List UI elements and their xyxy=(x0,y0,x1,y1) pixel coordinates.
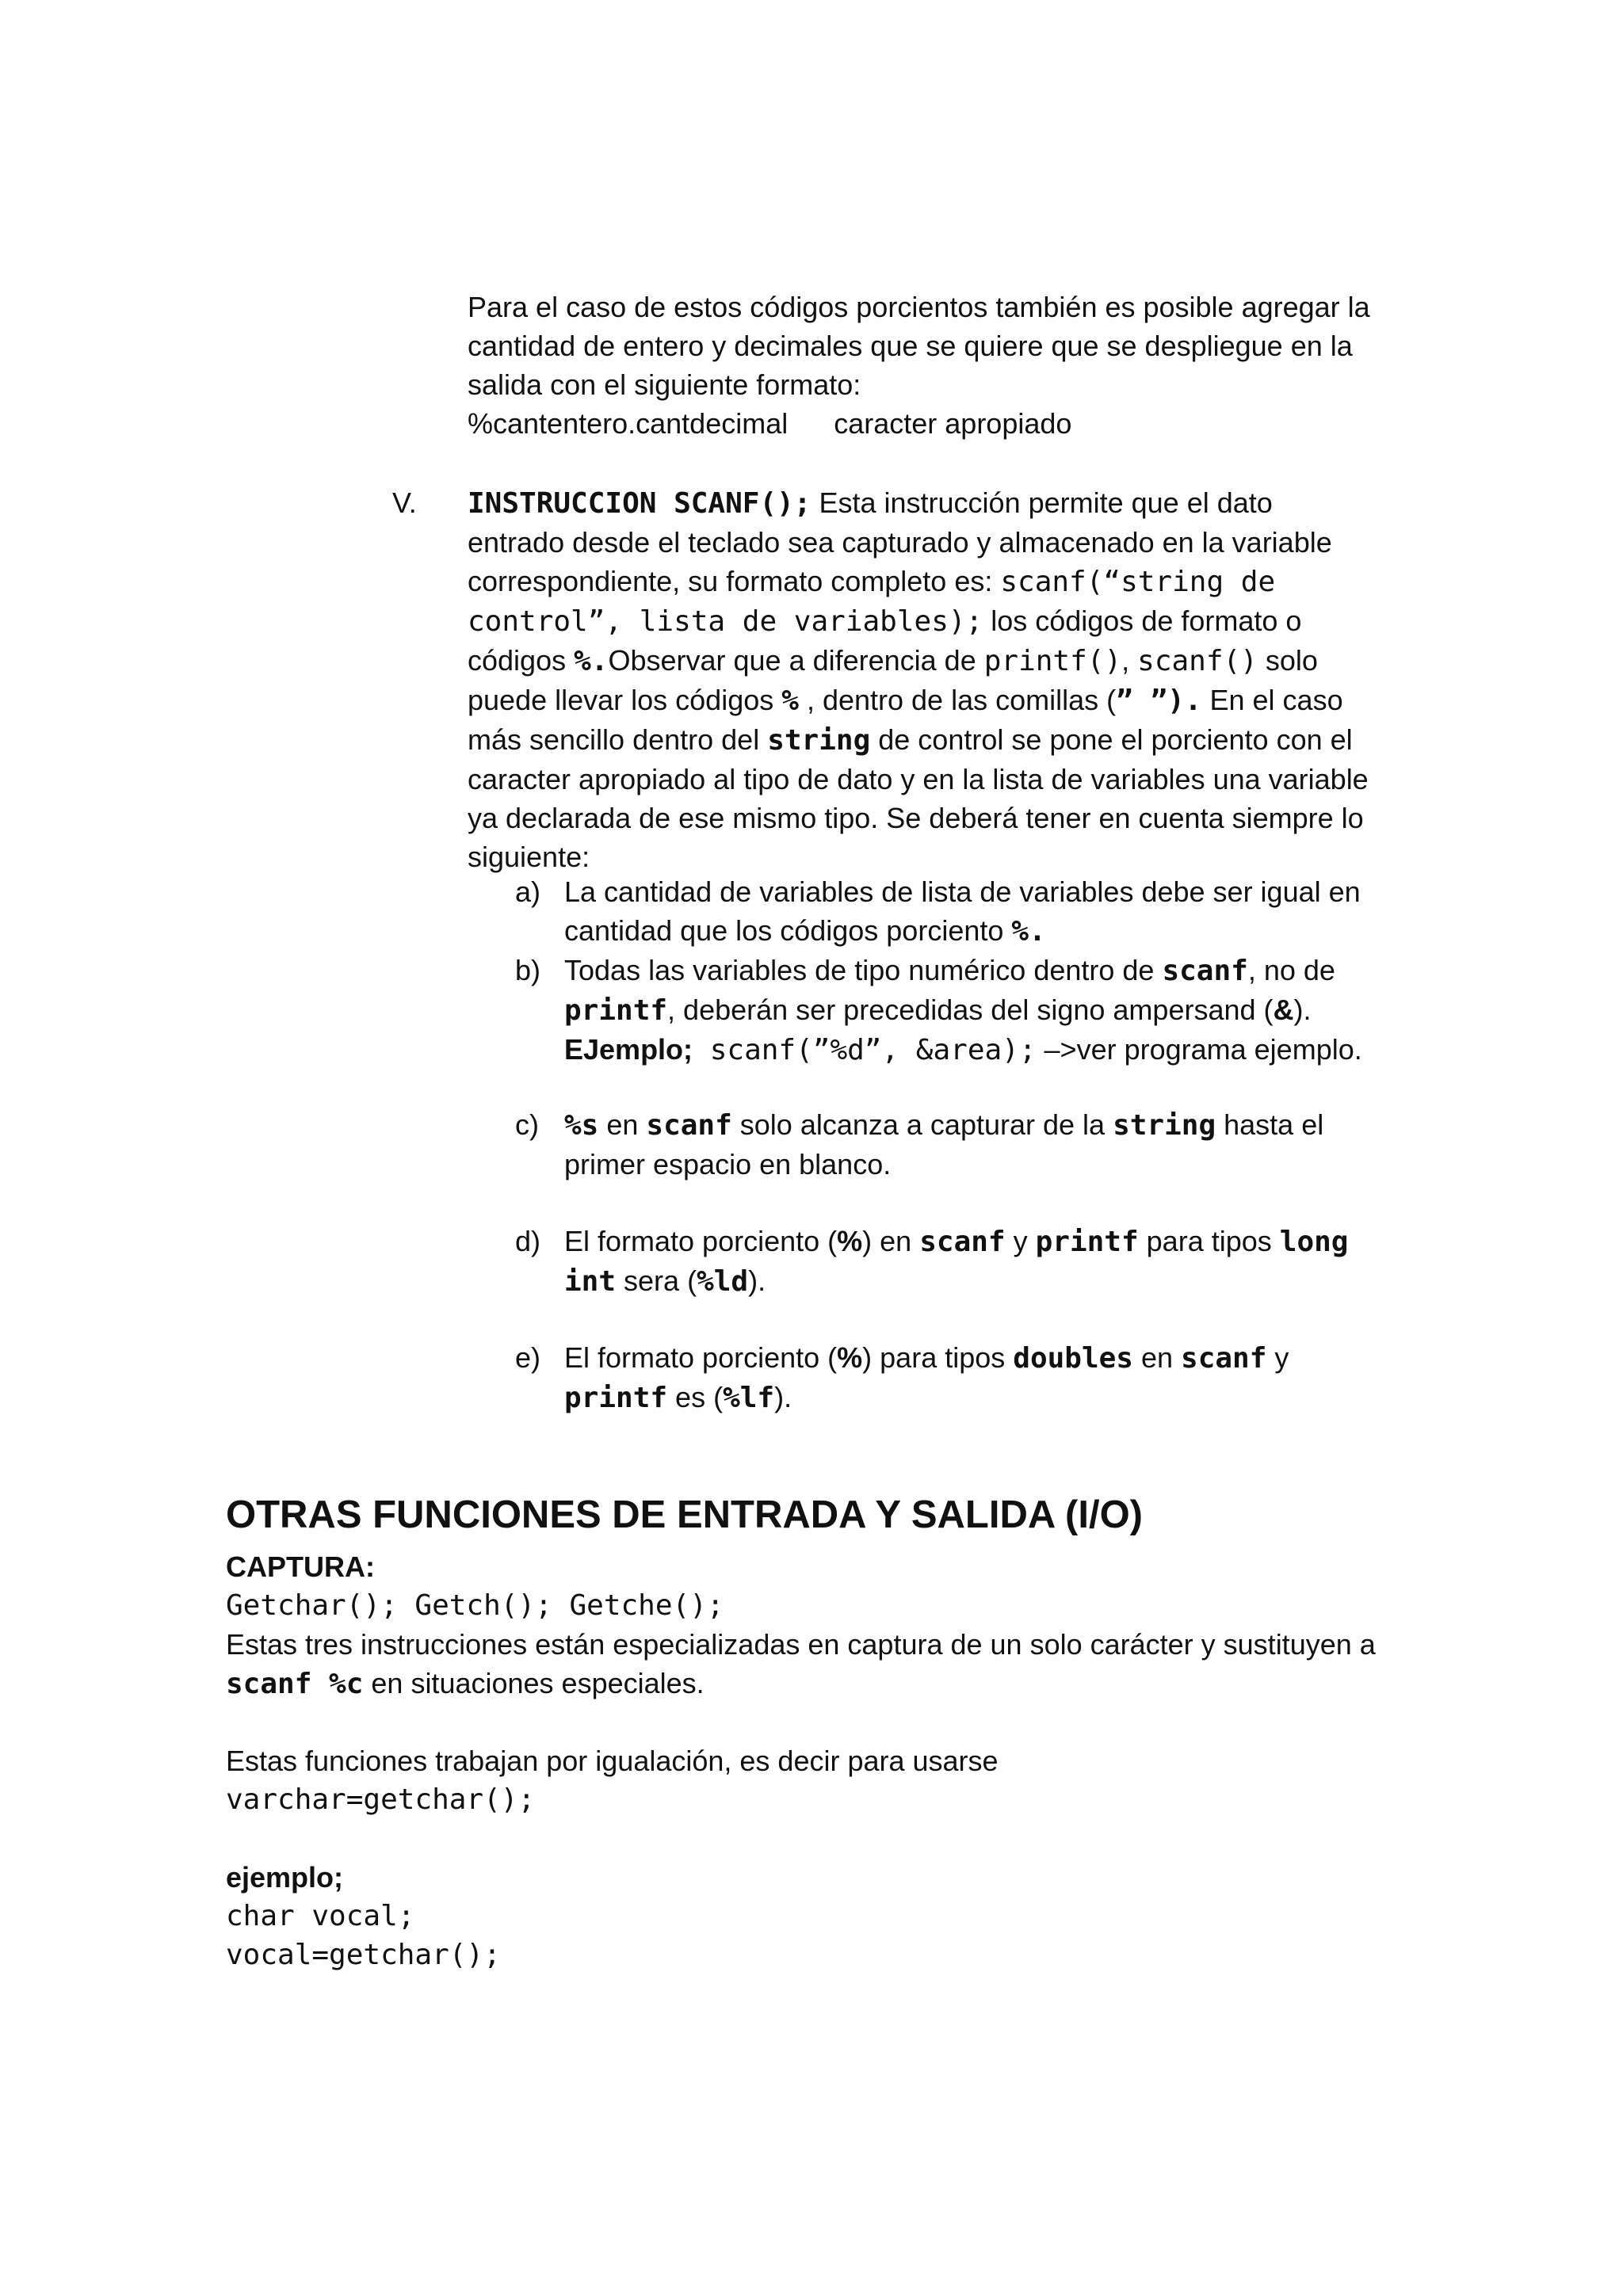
list-item-c: %s en scanf solo alcanza a capturar de la string hasta el primer espacio en blanco. xyxy=(564,1108,1324,1180)
list-item-b-marker: b) xyxy=(515,954,541,986)
captura-code: Getchar(); Getch(); Getche(); xyxy=(226,1589,724,1622)
igualacion-code: varchar=getchar(); xyxy=(226,1783,536,1816)
igualacion-text: Estas funciones trabajan por igualación, es decir para usarse xyxy=(226,1745,999,1777)
format-code: %cantentero.cantdecimal xyxy=(468,407,789,440)
section-v-line-9: ya declarada de ese mismo tipo. Se deberá tener en cuenta siempre lo xyxy=(468,802,1364,834)
section-heading: OTRAS FUNCIONES DE ENTRADA Y SALIDA (I/O) xyxy=(226,1493,1144,1536)
list-item-e-marker: e) xyxy=(515,1341,541,1374)
section-v-line-6: puede llevar los códigos % , dentro de las comillas (” ”). En el caso xyxy=(468,684,1343,717)
captura-desc-line-2: scanf %c en situaciones especiales. xyxy=(226,1667,705,1700)
section-v-line-3: correspondiente, su formato completo es: scanf(“string de xyxy=(468,565,1276,598)
list-item-a: La cantidad de variables de lista de variables debe ser igual en cantidad que los códigos porciento %. xyxy=(564,875,1361,948)
list-item-a-marker: a) xyxy=(515,875,541,908)
section-v-line-8: caracter apropiado al tipo de dato y en la lista de variables una variable xyxy=(468,763,1369,795)
captura-label: CAPTURA: xyxy=(226,1550,375,1583)
list-item-d-marker: d) xyxy=(515,1225,541,1257)
intro-line-2: cantidad de entero y decimales que se quiere que se despliegue en la xyxy=(468,330,1353,362)
intro-paragraph xyxy=(468,288,1370,443)
captura-desc-line-1: Estas tres instrucciones están especializadas en captura de un solo carácter y sustituyen a xyxy=(226,1628,1376,1661)
section-v-title: INSTRUCCION SCANF(); xyxy=(468,487,812,520)
igualacion-section xyxy=(226,1741,999,1819)
section-v-numeral: V. xyxy=(392,486,417,519)
scanf-syntax-part-2: control”, lista de variables); xyxy=(468,605,983,638)
section-v-line-1: INSTRUCCION SCANF(); Esta instrucción permite que el dato xyxy=(468,486,1273,520)
example-line: EJemplo; scanf(”%d”, &area); –>ver programa ejemplo. xyxy=(564,1033,1362,1066)
scanf-syntax-part-1: scanf(“string de xyxy=(1000,566,1276,598)
ejemplo-section xyxy=(226,1858,501,1974)
section-v-line-4: control”, lista de variables); los códigos de formato o xyxy=(468,605,1302,638)
list-item-e: El formato porciento (%) para tipos doubles en scanf y printf es (%lf). xyxy=(564,1341,1289,1414)
section-v-line-2: entrado desde el teclado sea capturado y almacenado en la variable xyxy=(468,526,1332,559)
section-v-line-5: códigos %.Observar que a diferencia de printf(), scanf() solo xyxy=(468,644,1318,677)
captura-section xyxy=(226,1547,1376,1703)
intro-format-line xyxy=(468,404,1370,443)
section-v-line-7: más sencillo dentro del string de control se pone el porciento con el xyxy=(468,723,1353,757)
ejemplo-label: ejemplo; xyxy=(226,1861,344,1894)
list-item-c-marker: c) xyxy=(515,1108,539,1141)
format-description: caracter apropiado xyxy=(834,407,1072,440)
intro-line-1: Para el caso de estos códigos porcientos también es posible agregar la xyxy=(468,291,1370,323)
intro-line-3: salida con el siguiente formato: xyxy=(468,368,861,401)
ejemplo-code-line-1: char vocal; xyxy=(226,1900,415,1932)
list-item-b: Todas las variables de tipo numérico dentro de scanf, no de printf, deberán ser precedidas del signo ampersand (&). EJemplo; scanf(”%d”, &area); –>ver programa ejemplo. xyxy=(564,951,1362,1070)
list-item-d: El formato porciento (%) en scanf y printf para tipos long int sera (%ld). xyxy=(564,1225,1349,1298)
ejemplo-code-line-2: vocal=getchar(); xyxy=(226,1939,501,1971)
section-v-body xyxy=(468,483,1369,876)
section-v-line-10: siguiente: xyxy=(468,841,590,873)
